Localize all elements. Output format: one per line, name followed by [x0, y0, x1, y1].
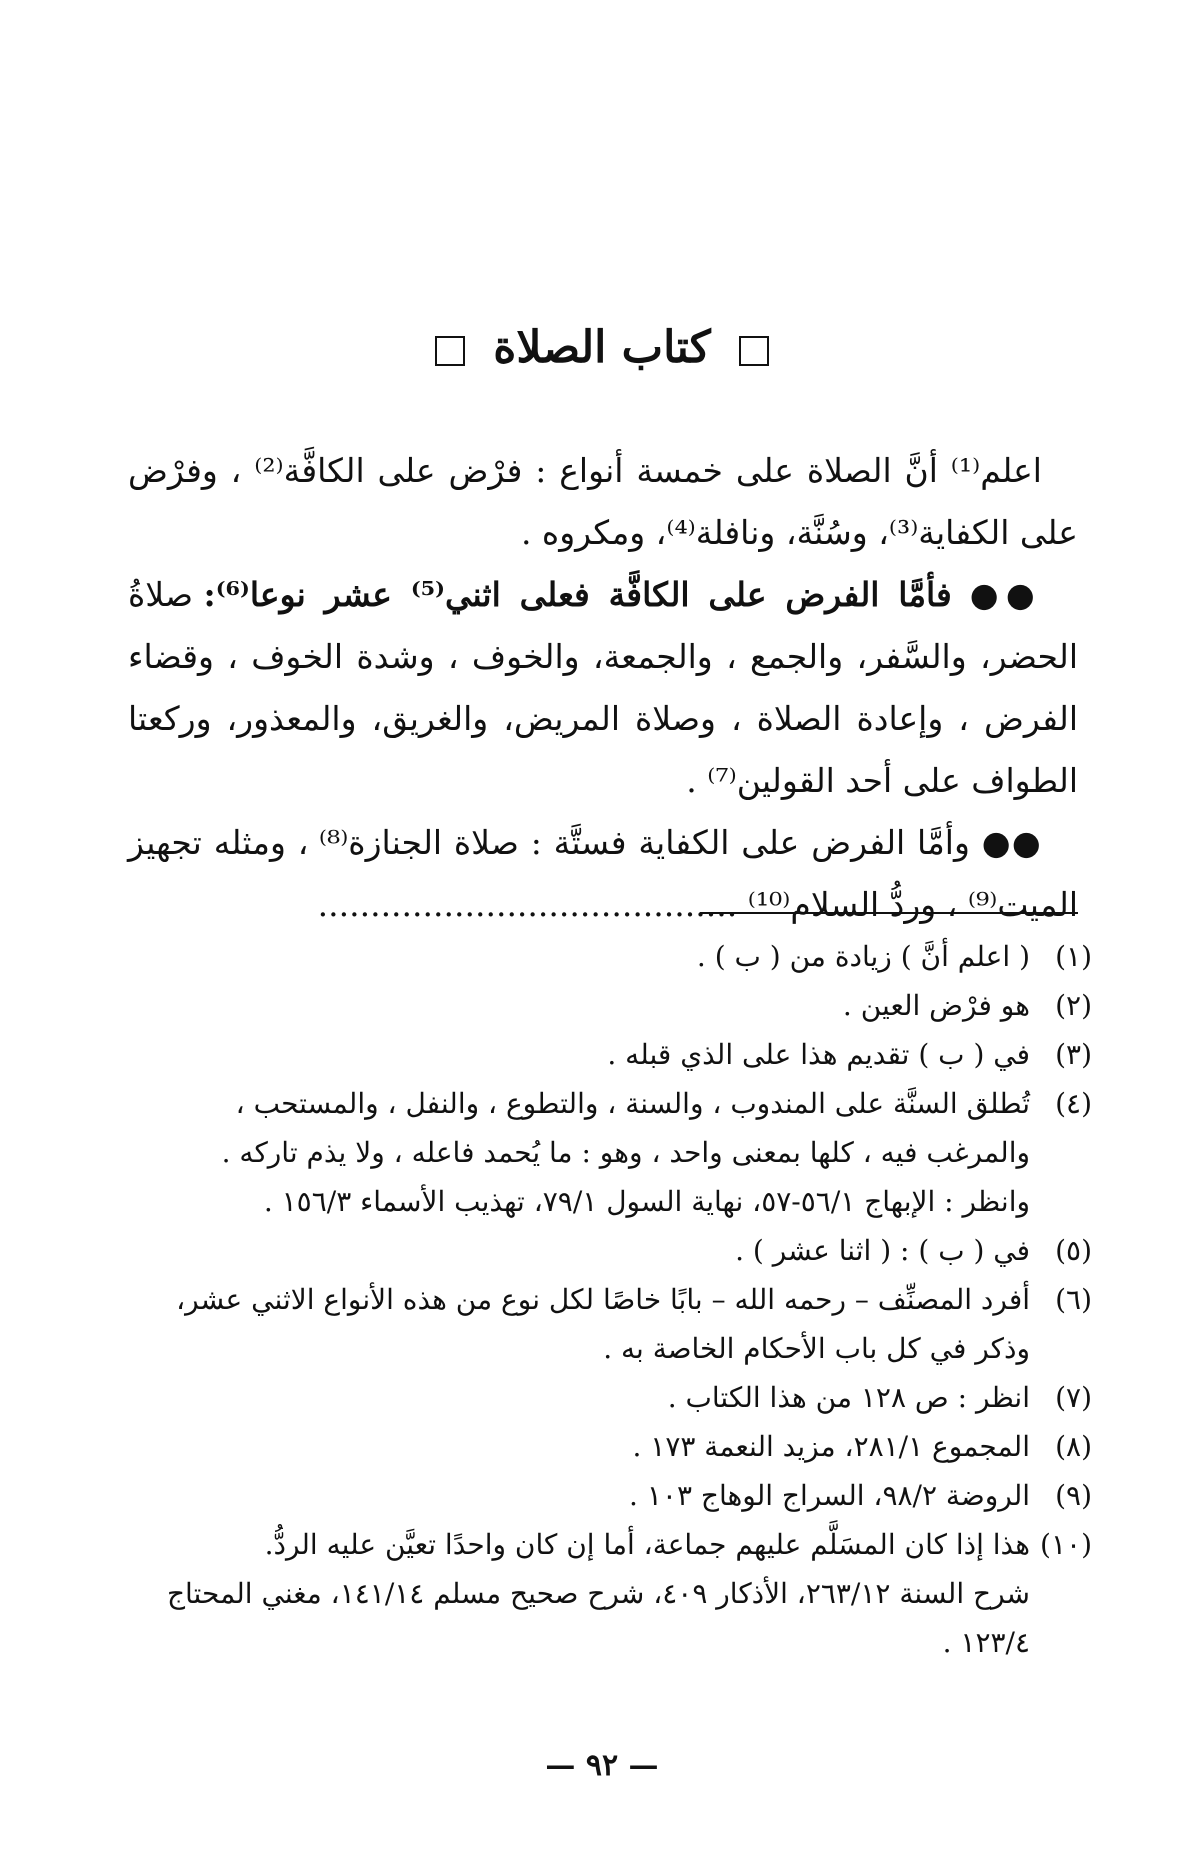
footnote — [128, 1030, 1092, 1079]
square-ornament-icon — [739, 336, 769, 366]
footnote — [128, 1520, 1092, 1667]
footnote — [128, 981, 1092, 1030]
footnote-text: الروضة ٩٨/٢، السراج الوهاج ١٠٣ . — [629, 1479, 1030, 1512]
square-ornament-icon — [435, 336, 465, 366]
footnote-text: وانظر : الإبهاج ٥٦/١-٥٧، نهاية السول ٧٩/١، تهذيب الأسماء ١٥٦/٣ . — [263, 1185, 1030, 1218]
footnote-text: أفرد المصنِّف – رحمه الله – بابًا خاصًا لكل نوع من هذه الأنواع الاثني عشر، وذكر في كل باب الأحكام الخاصة به . — [176, 1283, 1030, 1365]
footnote-text: هذا إذا كان المسَلَّم عليهم جماعة، أما إن كان واحدًا تعيَّن عليه الردُّ. — [264, 1528, 1030, 1561]
footnote-number: (٣) — [1055, 1038, 1092, 1071]
footnote — [128, 932, 1092, 981]
footnote-number: (٤) — [1055, 1087, 1092, 1120]
paragraph-3-text: وأمَّا الفرض على الكفاية فستَّة : صلاة الجنازة⁽⁸⁾ ، ومثله تجهيز الميت⁽⁹⁾ ، وردُّ السلام⁽¹⁰⁾ — [128, 823, 1078, 924]
main-text — [128, 440, 1078, 936]
footnote — [128, 1471, 1092, 1520]
page-number: — ٩٢ — — [545, 1748, 659, 1783]
paragraph-2-text: صلاةُ الحضر، والسَّفر، والجمع ، والجمعة، والخوف ، وشدة الخوف ، وقضاء الفرض ، وإعادة الصلاة ، وصلاة المريض، والغريق، والمعذور، وركعتا الطواف على أحد القولين⁽⁷⁾ . — [128, 575, 1078, 800]
footnote-text: في ( ب ) تقديم هذا على الذي قبله . — [607, 1038, 1030, 1071]
footnote — [128, 1373, 1092, 1422]
footnote-text: تُطلق السنَّة على المندوب ، والسنة ، والتطوع ، والنفل ، والمستحب ، والمرغب فيه ، كلها بمعنى واحد ، وهو : ما يُحمد فاعله ، ولا يذم تاركه . — [221, 1087, 1030, 1169]
footnote-text: هو فرْض العين . — [842, 989, 1030, 1022]
footnote-number: (٢) — [1055, 989, 1092, 1022]
paragraph-2-lead: فأمَّا الفرض على الكافَّة فعلى اثني⁽⁵⁾ عشر نوعا⁽⁶⁾: — [203, 575, 952, 614]
chapter-title-text: كتاب الصلاة — [493, 322, 711, 373]
chapter-title — [0, 318, 1204, 378]
footnote — [128, 1275, 1092, 1373]
continuation-dots: ........................................ — [317, 885, 738, 924]
footnote-number: (١) — [1055, 940, 1092, 973]
footnote-number: (٩) — [1055, 1479, 1092, 1512]
footnote-number: (٥) — [1055, 1234, 1092, 1267]
footnote — [128, 1226, 1092, 1275]
footnotes — [128, 932, 1092, 1667]
paragraph-3 — [128, 812, 1078, 936]
footnote-divider — [700, 912, 1078, 914]
bullet-marker: ●● — [969, 575, 1042, 614]
footnote — [128, 1422, 1092, 1471]
footnote-text: المجموع ٢٨١/١، مزيد النعمة ١٧٣ . — [632, 1430, 1030, 1463]
footnote — [128, 1079, 1092, 1226]
bullet-marker: ●● — [981, 823, 1042, 862]
footnote-text: شرح السنة ٢٦٣/١٢، الأذكار ٤٠٩، شرح صحيح مسلم ١٤١/١٤، مغني المحتاج ١٢٣/٤ . — [166, 1577, 1030, 1659]
footnote-text: ( اعلم أنَّ ) زيادة من ( ب ) . — [696, 940, 1030, 973]
paragraph-2 — [128, 564, 1078, 812]
footnote-number: (٧) — [1055, 1381, 1092, 1414]
footnote-number: (٨) — [1055, 1430, 1092, 1463]
footnote-number: (٦) — [1055, 1283, 1092, 1316]
footnote-number: (١٠) — [1040, 1528, 1092, 1561]
footnote-text: في ( ب ) : ( اثنا عشر ) . — [735, 1234, 1030, 1267]
paragraph-1: اعلم⁽¹⁾ أنَّ الصلاة على خمسة أنواع : فرْض على الكافَّة⁽²⁾ ، وفرْض على الكفاية⁽³⁾، وسُنَّة، ونافلة⁽⁴⁾، ومكروه . — [128, 451, 1078, 552]
footnote-text: انظر : ص ١٢٨ من هذا الكتاب . — [667, 1381, 1030, 1414]
